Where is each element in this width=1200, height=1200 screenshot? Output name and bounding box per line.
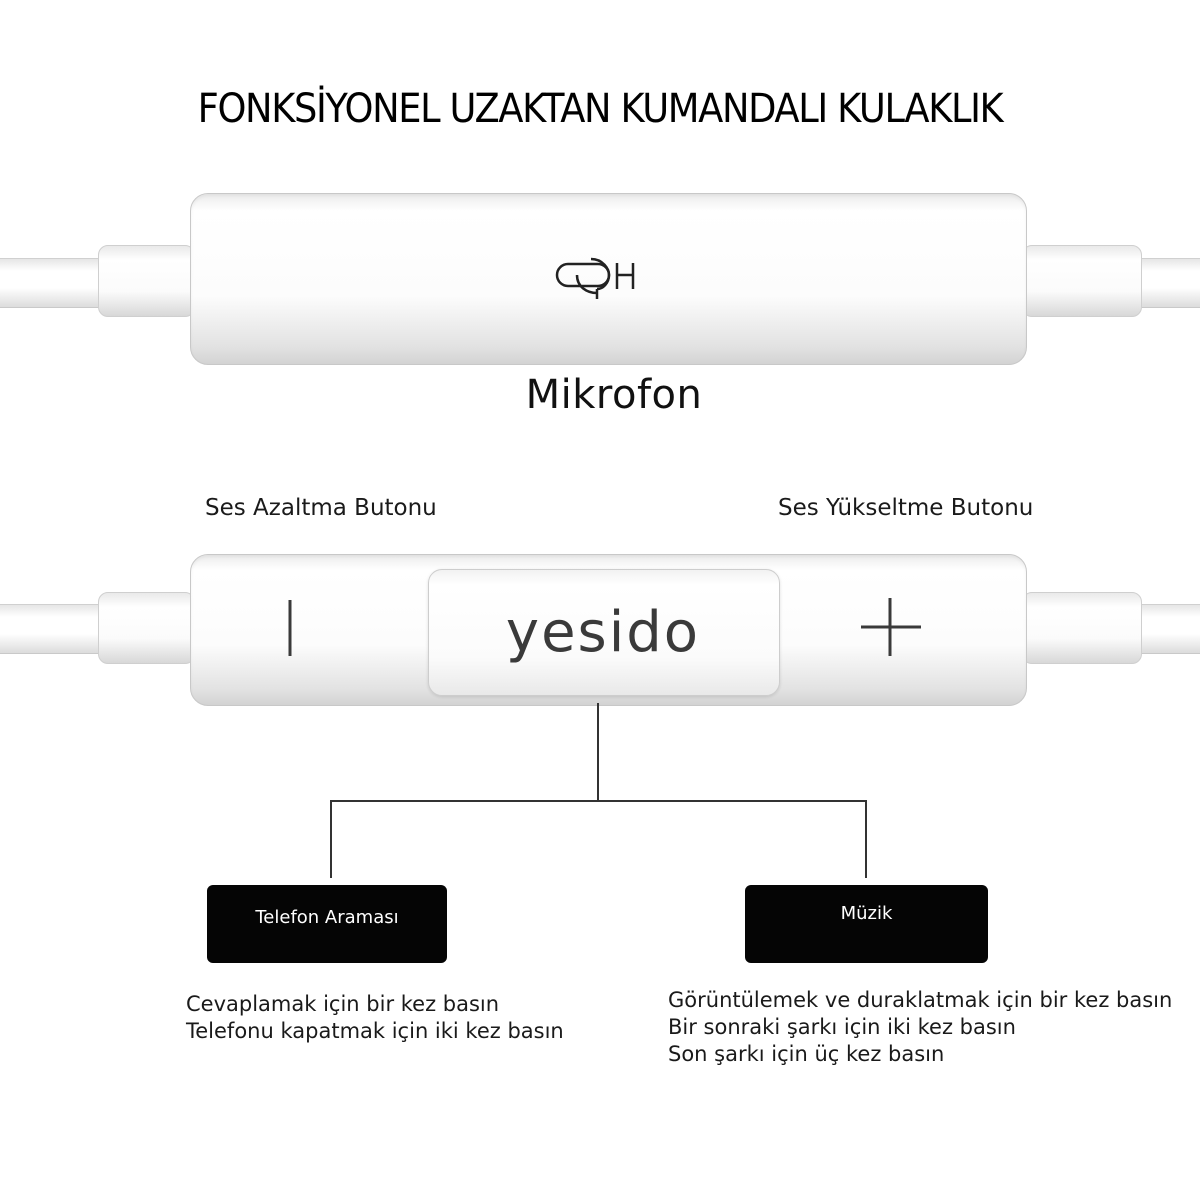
page-title: FONKSİYONEL UZAKTAN KUMANDALI KULAKLIK (197, 86, 1003, 132)
connector-line-right (865, 800, 867, 878)
plus-icon (855, 592, 925, 662)
cable-right-2 (1135, 604, 1200, 654)
volume-up-label: Ses Yükseltme Butonu (778, 495, 1034, 521)
connector-line-vertical (597, 703, 599, 801)
cable-collar-right (1022, 245, 1142, 317)
microphone-label: Mikrofon (525, 372, 703, 418)
volume-down-button[interactable] (268, 592, 318, 662)
instruction-line: Bir sonraki şarkı için iki kez basın (668, 1015, 1016, 1039)
connector-line-left (330, 800, 332, 878)
music-box (745, 885, 988, 963)
brand-logo: yesido (505, 600, 701, 665)
instruction-line: Görüntülemek ve duraklatmak için bir kez basın (668, 988, 1173, 1012)
cable-right (1135, 258, 1200, 308)
volume-up-button[interactable] (855, 592, 925, 662)
cable-left-2 (0, 604, 110, 654)
phone-call-box (207, 885, 447, 963)
music-instructions (668, 987, 1172, 1068)
instruction-line: Telefonu kapatmak için iki kez basın (186, 1019, 564, 1043)
cable-collar-left-2 (98, 592, 195, 664)
cable-collar-left (98, 245, 195, 317)
volume-down-label: Ses Azaltma Butonu (205, 495, 437, 521)
instruction-line: Cevaplamak için bir kez basın (186, 992, 500, 1016)
phone-call-instructions (186, 991, 564, 1045)
instruction-line: Son şarkı için üç kez basın (668, 1042, 945, 1066)
connector-line-horizontal (331, 800, 867, 802)
cable-collar-right-2 (1022, 592, 1142, 664)
minus-icon (268, 592, 318, 662)
cable-left (0, 258, 110, 308)
music-title: Müzik (840, 903, 893, 924)
microphone-icon (555, 255, 640, 303)
phone-call-title: Telefon Araması (255, 907, 399, 928)
